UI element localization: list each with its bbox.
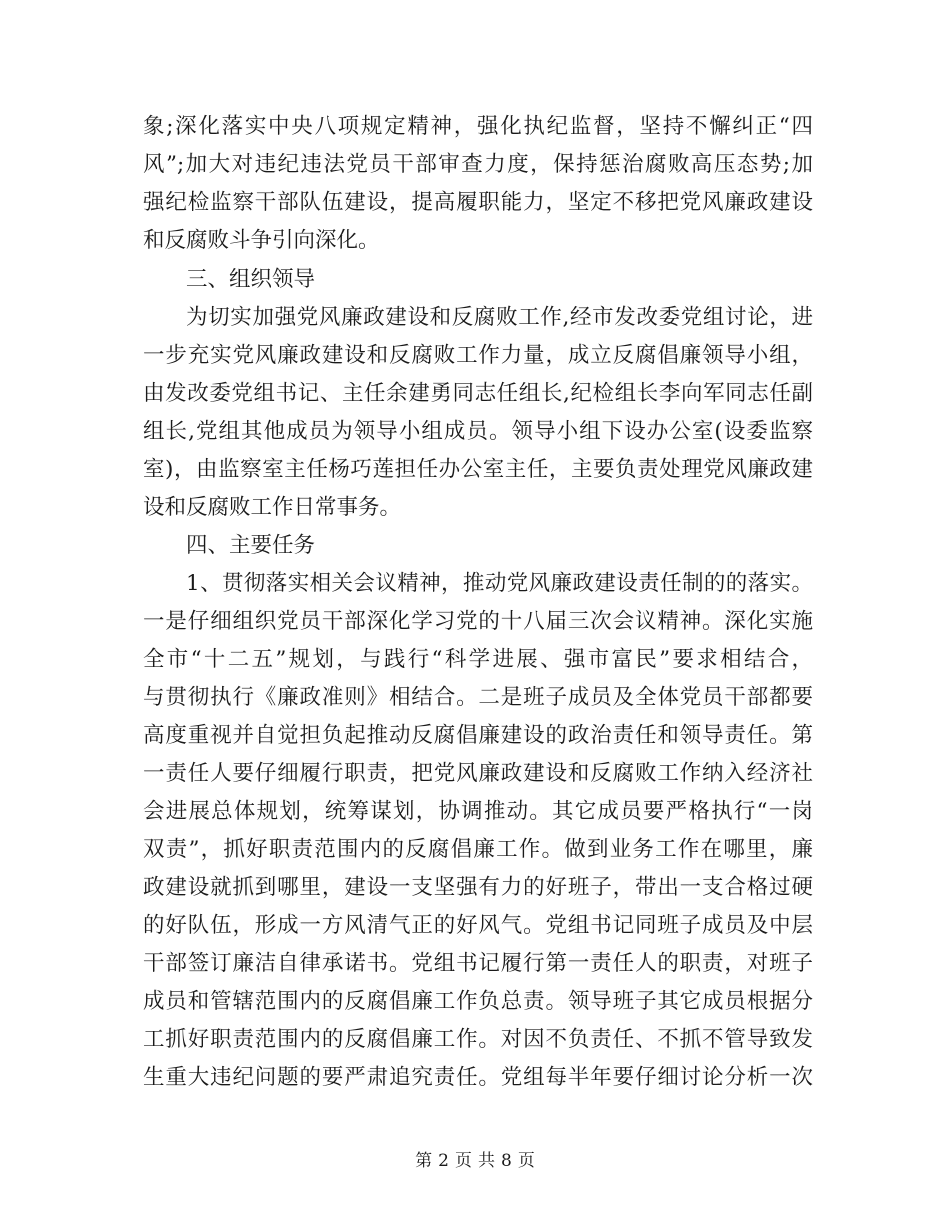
body-text-line: 设和反腐败工作日常事务。 — [143, 495, 402, 520]
body-text-line: 高度重视并自觉担负起推动反腐倡廉建设的政治责任和领导责任。第 — [143, 723, 813, 748]
body-text-line: 由发改委党组书记、主任余建勇同志任组长,纪检组长李向军同志任副 — [143, 381, 813, 406]
body-text-line: 1、贯彻落实相关会议精神，推动党风廉政建设责任制的的落实。 — [186, 571, 813, 596]
body-text-line: 一责任人要仔细履行职责，把党风廉政建设和反腐败工作纳入经济社 — [143, 761, 813, 786]
body-text-line: 生重大违纪问题的要严肃追究责任。党组每半年要仔细讨论分析一次 — [143, 1065, 813, 1090]
body-text-line: 成员和管辖范围内的反腐倡廉工作负总责。领导班子其它成员根据分 — [143, 989, 813, 1014]
body-text-line: 与贯彻执行《廉政准则》相结合。二是班子成员及全体党员干部都要 — [143, 685, 813, 710]
page-total: 8 — [501, 1151, 512, 1171]
body-text-line: 干部签订廉洁自律承诺书。党组书记履行第一责任人的职责，对班子 — [143, 951, 813, 976]
body-text-line: 象;深化落实中央八项规定精神，强化执纪监督，坚持不懈纠正“四 — [143, 114, 813, 139]
body-text-line: 和反腐败斗争引向深化。 — [143, 228, 380, 253]
body-text-line: 组长,党组其他成员为领导小组成员。领导小组下设办公室(设委监察 — [143, 419, 813, 444]
page-suffix: 页 — [517, 1151, 535, 1171]
body-text-line: 风”;加大对违纪违法党员干部审查力度，保持惩治腐败高压态势;加 — [143, 152, 813, 177]
body-text-line: 的好队伍，形成一方风清气正的好风气。党组书记同班子成员及中层 — [143, 913, 813, 938]
page-current: 2 — [438, 1151, 449, 1171]
page-total-prefix: 共 — [478, 1151, 495, 1171]
body-text-line: 全市“十二五”规划，与践行“科学进展、强市富民”要求相结合， — [143, 647, 813, 672]
body-text-line: 为切实加强党风廉政建设和反腐败工作,经市发改委党组讨论，进 — [186, 305, 813, 330]
body-text-line: 强纪检监察干部队伍建设，提高履职能力，坚定不移把党风廉政建设 — [143, 190, 813, 215]
body-text-line: 工抓好职责范围内的反腐倡廉工作。对因不负责任、不抓不管导致发 — [143, 1027, 813, 1052]
body-text-line: 一是仔细组织党员干部深化学习党的十八届三次会议精神。深化实施 — [143, 609, 813, 634]
body-text-line: 一步充实党风廉政建设和反腐败工作力量，成立反腐倡廉领导小组， — [143, 343, 813, 368]
body-text-line: 室)，由监察室主任杨巧莲担任办公室主任，主要负责处理党风廉政建 — [143, 457, 813, 482]
section-heading: 三、组织领导 — [186, 267, 316, 292]
page-mid: 页 — [455, 1151, 472, 1171]
body-text-line: 双责”，抓好职责范围内的反腐倡廉工作。做到业务工作在哪里，廉 — [143, 837, 813, 862]
page-prefix: 第 — [415, 1151, 433, 1171]
section-heading: 四、主要任务 — [186, 533, 316, 558]
body-text-line: 会进展总体规划，统筹谋划，协调推动。其它成员要严格执行“一岗 — [143, 799, 813, 824]
page-number-footer — [0, 1150, 950, 1172]
body-text-line: 政建设就抓到哪里，建设一支坚强有力的好班子，带出一支合格过硬 — [143, 875, 813, 900]
